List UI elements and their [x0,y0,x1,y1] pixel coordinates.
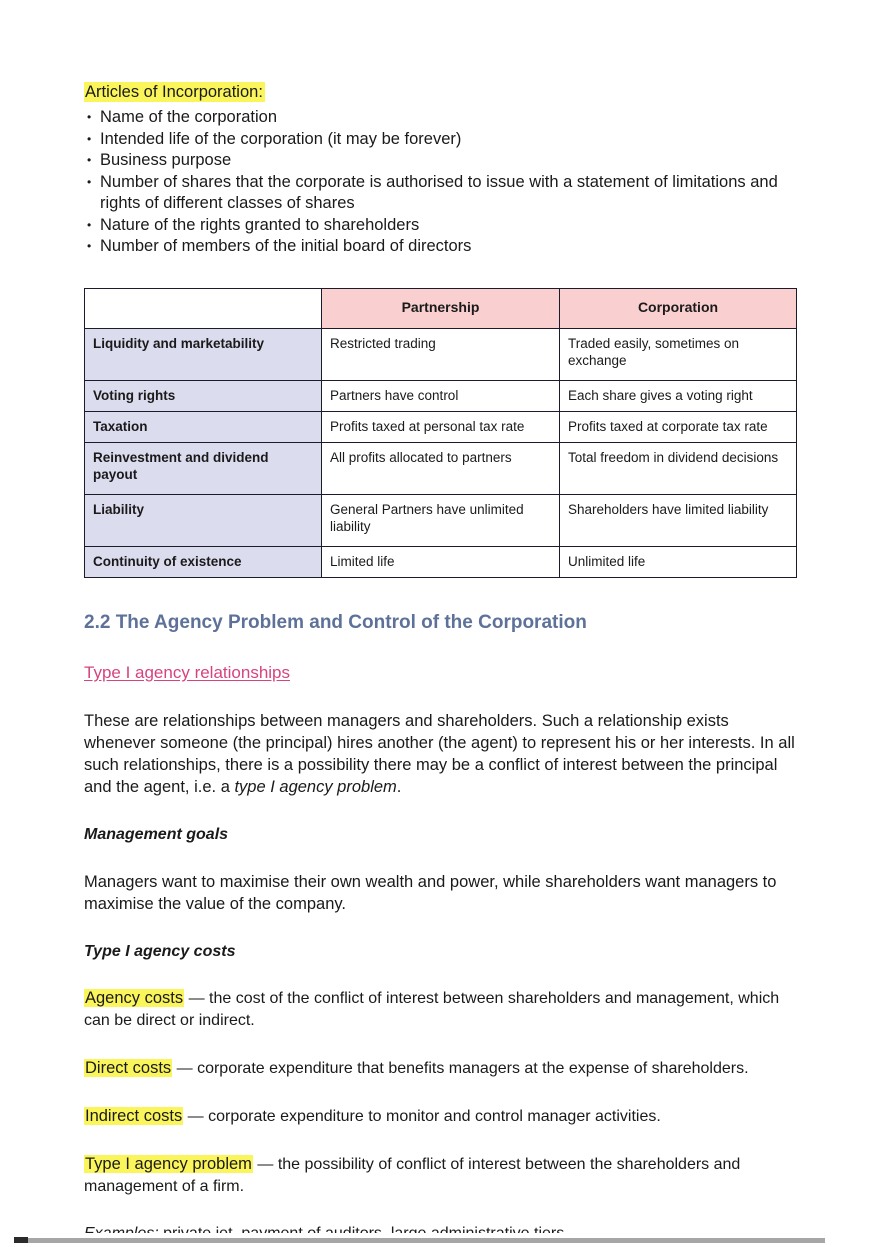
table-cell-corporation: Traded easily, sometimes on exchange [560,328,797,380]
table-header-row [85,288,797,328]
table-header [85,288,797,328]
definition-indirect-costs [84,1105,796,1128]
term-highlight-agency-costs: Agency costs [85,988,184,1007]
table-row-label: Reinvestment and dividend payout [85,442,322,494]
intro-text-part2: . [396,777,402,796]
definition-direct-costs [84,1057,796,1080]
table-cell-partnership: All profits allocated to partners [322,442,560,494]
table-header-blank [85,288,322,328]
intro-italic-term: type I agency problem [234,777,397,796]
table-body [85,328,797,577]
table-cell-partnership: Limited life [322,546,560,577]
definition-agency-costs [84,987,796,1032]
list-item: • Business purpose [84,150,796,172]
table-cell-partnership: Partners have control [322,380,560,411]
type-i-agency-relationships-subheading: Type I agency relationships [84,662,291,682]
table-row [85,411,797,442]
pink-subheading-wrap [84,635,796,684]
table-row [85,442,797,494]
management-goals-paragraph: Managers want to maximise their own wealth and power, while shareholders want managers to maximise the value of the company. [84,872,777,913]
term-highlight-direct-costs: Direct costs [85,1058,172,1077]
table-row [85,380,797,411]
table-cell-corporation: Shareholders have limited liability [560,494,797,546]
table-row [85,546,797,577]
table-row [85,494,797,546]
definition-body: — corporate expenditure that benefits managers at the expense of shareholders. [172,1059,749,1077]
list-item: • Name of the corporation [84,107,796,129]
table-cell-partnership: Profits taxed at personal tax rate [322,411,560,442]
document-content [84,82,796,1245]
term-highlight-indirect-costs: Indirect costs [85,1106,183,1125]
section-heading: 2.2 The Agency Problem and Control of the Corporation [84,611,587,633]
horizontal-scrollbar[interactable] [0,1233,880,1247]
term-highlight-type-i-agency-problem: Type I agency problem [85,1154,252,1173]
table-header-corporation: Corporation [560,288,797,328]
table-row-label: Voting rights [85,380,322,411]
table-cell-corporation: Profits taxed at corporate tax rate [560,411,797,442]
definition-body: — the cost of the conflict of interest between shareholders and management, which can be direct or indirect. [84,989,780,1029]
partnership-corporation-table [84,288,797,578]
table-cell-partnership: General Partners have unlimited liability [322,494,560,546]
definition-body: — the possibility of conflict of interest between the shareholders and management of a firm. [84,1155,741,1195]
table-row-label: Taxation [85,411,322,442]
table-cell-corporation: Each share gives a voting right [560,380,797,411]
list-item: • Intended life of the corporation (it may be forever) [84,129,796,151]
table-cell-partnership: Restricted trading [322,328,560,380]
articles-heading-highlight: Articles of Incorporation: [85,83,263,101]
partnership-corporation-table-wrap [84,288,796,578]
definition-type-i-agency-problem [84,1153,796,1198]
table-cell-corporation: Unlimited life [560,546,797,577]
articles-bullet-list [84,107,796,258]
list-item: • Number of members of the initial board of directors [84,236,796,258]
table-row-label: Liability [85,494,322,546]
table-row-label: Liquidity and marketability [85,328,322,380]
list-item: • Number of shares that the corporate is authorised to issue with a statement of limitations and rights of different classes of shares [84,172,796,215]
intro-text-part1: These are relationships between managers and shareholders. Such a relationship exists whenever someone (the principal) hires another (the agent) to represent his or her interests. In all such relationships, there is a possibility there may be a conflict of interest between the principal and the agent, i.e. a [84,711,795,796]
management-goals-subheading: Management goals [84,825,229,843]
scrollbar-track[interactable] [14,1238,825,1243]
table-cell-corporation: Total freedom in dividend decisions [560,442,797,494]
scrollbar-thumb[interactable] [14,1237,28,1243]
articles-of-incorporation-heading [84,82,796,103]
table-row-label: Continuity of existence [85,546,322,577]
list-item: • Nature of the rights granted to shareholders [84,215,796,237]
table-row [85,328,797,380]
table-header-partnership: Partnership [322,288,560,328]
intro-paragraph [84,710,796,798]
type-i-agency-costs-subheading: Type I agency costs [84,942,236,960]
definition-body: — corporate expenditure to monitor and control manager activities. [183,1107,661,1125]
